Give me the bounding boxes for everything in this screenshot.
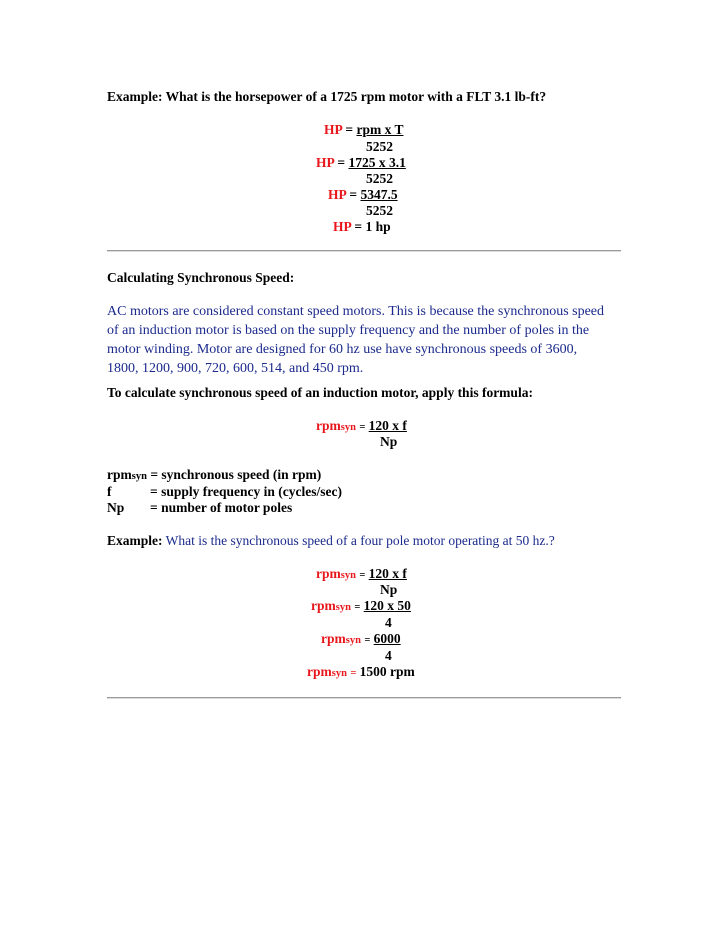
syn-subscript: syn	[340, 422, 356, 433]
example-1-question: Example: What is the horsepower of a 1725 rpm motor with a FLT 3.1 lb-ft?	[107, 89, 547, 104]
equals-sign: =	[350, 668, 357, 679]
hp-formula-line-2	[316, 155, 406, 171]
paragraph-line: motor winding. Motor are designed for 60 hz use have synchronous speeds of 3600,	[107, 342, 578, 357]
definition-subscript: syn	[131, 471, 147, 482]
syn-subscript: syn	[331, 668, 347, 679]
rpm-label: rpm	[321, 631, 346, 646]
equals-sign: =	[354, 602, 361, 613]
rpm-label: rpm	[311, 598, 336, 613]
hp-result: = 1 hp	[354, 219, 391, 234]
hp-numerator-1: rpm x T	[356, 122, 404, 137]
ex2-line-1	[316, 566, 407, 582]
hp-label: HP	[333, 219, 352, 234]
example-label: Example:	[107, 533, 163, 548]
divider-1	[107, 250, 621, 252]
ex2-numerator-1: 120 x f	[368, 566, 407, 581]
hp-label: HP	[328, 187, 347, 202]
divider-2	[107, 697, 621, 699]
definition-rpm	[107, 467, 321, 483]
equals-sign: =	[359, 570, 366, 581]
hp-formula-line-3	[328, 187, 398, 203]
hp-label: HP	[316, 155, 335, 170]
definition-text: = supply frequency in (cycles/sec)	[150, 484, 342, 499]
hp-formula-line-1	[324, 122, 403, 138]
ex2-denominator-2: 4	[385, 615, 392, 630]
hp-denominator-2: 5252	[366, 171, 393, 186]
example-question-text: What is the synchronous speed of a four pole motor operating at 50 hz.?	[165, 533, 555, 548]
paragraph-line: of an induction motor is based on the supply frequency and the number of poles in the	[107, 323, 590, 338]
ex2-numerator-3: 6000	[373, 631, 401, 646]
ex2-denominator-1: Np	[380, 582, 398, 597]
sync-paragraph	[107, 302, 627, 378]
ex2-result-line	[307, 664, 415, 680]
equals-sign: =	[337, 155, 346, 170]
definition-symbol: f	[107, 484, 112, 499]
ex2-line-2	[311, 598, 411, 614]
syn-subscript: syn	[340, 570, 356, 581]
ex2-denominator-3: 4	[385, 648, 392, 663]
paragraph-line: 1800, 1200, 900, 720, 600, 514, and 450 rpm.	[107, 361, 364, 376]
sync-formula-line	[316, 418, 407, 434]
hp-label: HP	[324, 122, 343, 137]
ex2-result: 1500 rpm	[359, 664, 415, 679]
hp-denominator-1: 5252	[366, 139, 393, 154]
definition-np	[107, 500, 124, 516]
hp-result-line	[333, 219, 391, 235]
paragraph-line: AC motors are considered constant speed motors. This is because the synchronous speed	[107, 304, 605, 319]
hp-denominator-3: 5252	[366, 203, 393, 218]
equals-sign: =	[345, 122, 354, 137]
rpm-label: rpm	[307, 664, 332, 679]
syn-subscript: syn	[335, 602, 351, 613]
definition-f	[107, 484, 112, 500]
syn-subscript: syn	[345, 635, 361, 646]
example-2-question	[107, 533, 555, 549]
formula-intro: To calculate synchronous speed of an induction motor, apply this formula:	[107, 385, 533, 400]
ex2-numerator-2: 120 x 50	[363, 598, 411, 613]
formula-denominator: Np	[380, 434, 398, 449]
formula-numerator: 120 x f	[368, 418, 407, 433]
definition-text: = number of motor poles	[150, 500, 293, 515]
equals-sign: =	[349, 187, 358, 202]
rpm-label: rpm	[316, 418, 341, 433]
equals-sign: =	[364, 635, 371, 646]
definition-text: = synchronous speed (in rpm)	[150, 467, 322, 482]
definition-symbol: Np	[107, 500, 125, 515]
definition-symbol: rpm	[107, 467, 132, 482]
equals-sign: =	[359, 422, 366, 433]
hp-numerator-2: 1725 x 3.1	[348, 155, 406, 170]
section-heading: Calculating Synchronous Speed:	[107, 270, 295, 285]
hp-numerator-3: 5347.5	[360, 187, 398, 202]
rpm-label: rpm	[316, 566, 341, 581]
ex2-line-3	[321, 631, 401, 647]
